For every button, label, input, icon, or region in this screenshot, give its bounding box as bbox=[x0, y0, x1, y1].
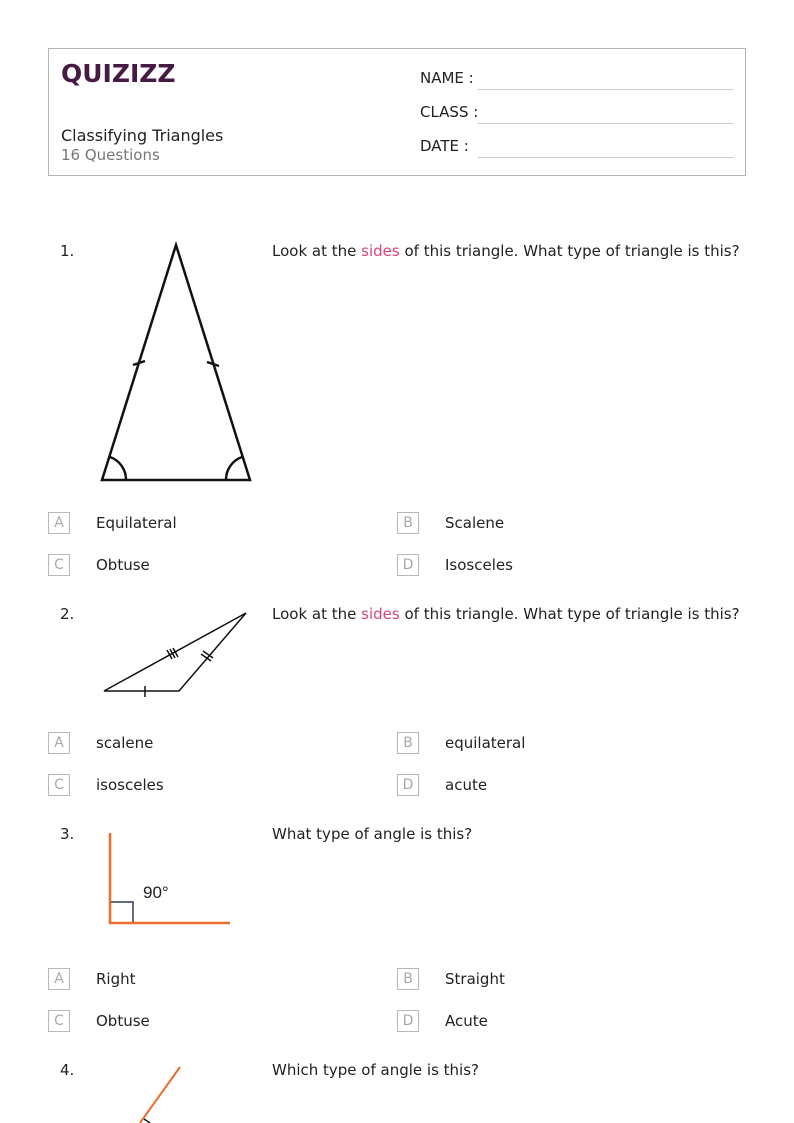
worksheet-header bbox=[48, 48, 746, 176]
class-field[interactable] bbox=[478, 123, 733, 124]
date-label: DATE : bbox=[420, 137, 469, 155]
worksheet-title: Classifying Triangles bbox=[61, 126, 224, 145]
option-d-text[interactable]: Isosceles bbox=[445, 556, 513, 574]
option-d-box[interactable]: D bbox=[397, 1010, 419, 1032]
option-b-text[interactable]: Straight bbox=[445, 970, 505, 988]
question-3-text: What type of angle is this? bbox=[272, 825, 473, 843]
option-a-box[interactable]: A bbox=[48, 732, 70, 754]
option-a-text[interactable]: Equilateral bbox=[96, 514, 177, 532]
option-c-text[interactable]: Obtuse bbox=[96, 556, 150, 574]
option-b-box[interactable]: B bbox=[397, 512, 419, 534]
highlight-word: sides bbox=[361, 242, 400, 260]
date-field[interactable] bbox=[478, 157, 733, 158]
option-c-box[interactable]: C bbox=[48, 774, 70, 796]
name-label: NAME : bbox=[420, 69, 474, 87]
name-field[interactable] bbox=[478, 89, 733, 90]
option-b-box[interactable]: B bbox=[397, 968, 419, 990]
option-b-text[interactable]: Scalene bbox=[445, 514, 505, 532]
right-angle-figure bbox=[100, 828, 240, 933]
option-b-box[interactable]: B bbox=[397, 732, 419, 754]
angle-figure bbox=[130, 1062, 190, 1123]
option-a-text[interactable]: scalene bbox=[96, 734, 154, 752]
highlight-word: sides bbox=[361, 605, 400, 623]
question-4-number: 4. bbox=[60, 1061, 75, 1079]
option-c-text[interactable]: isosceles bbox=[96, 776, 164, 794]
isosceles-triangle-figure bbox=[95, 235, 265, 490]
option-a-box[interactable]: A bbox=[48, 968, 70, 990]
question-1-number: 1. bbox=[60, 242, 75, 260]
angle-label: 90° bbox=[143, 883, 169, 902]
question-count: 16 Questions bbox=[61, 146, 160, 164]
option-c-text[interactable]: Obtuse bbox=[96, 1012, 150, 1030]
question-2-text: Look at the sides of this triangle. What type of triangle is this? bbox=[272, 605, 740, 623]
question-2-number: 2. bbox=[60, 605, 75, 623]
option-c-box[interactable]: C bbox=[48, 1010, 70, 1032]
class-label: CLASS : bbox=[420, 103, 479, 121]
question-3-number: 3. bbox=[60, 825, 75, 843]
option-d-box[interactable]: D bbox=[397, 774, 419, 796]
option-d-text[interactable]: Acute bbox=[445, 1012, 488, 1030]
triangle-figure bbox=[95, 605, 255, 700]
option-a-box[interactable]: A bbox=[48, 512, 70, 534]
option-d-text[interactable]: acute bbox=[445, 776, 488, 794]
option-b-text[interactable]: equilateral bbox=[445, 734, 526, 752]
quizizz-logo: QUIZIZZ bbox=[61, 59, 176, 88]
question-1-text: Look at the sides of this triangle. What type of triangle is this? bbox=[272, 242, 740, 260]
option-a-text[interactable]: Right bbox=[96, 970, 136, 988]
option-c-box[interactable]: C bbox=[48, 554, 70, 576]
option-d-box[interactable]: D bbox=[397, 554, 419, 576]
question-4-text: Which type of angle is this? bbox=[272, 1061, 479, 1079]
